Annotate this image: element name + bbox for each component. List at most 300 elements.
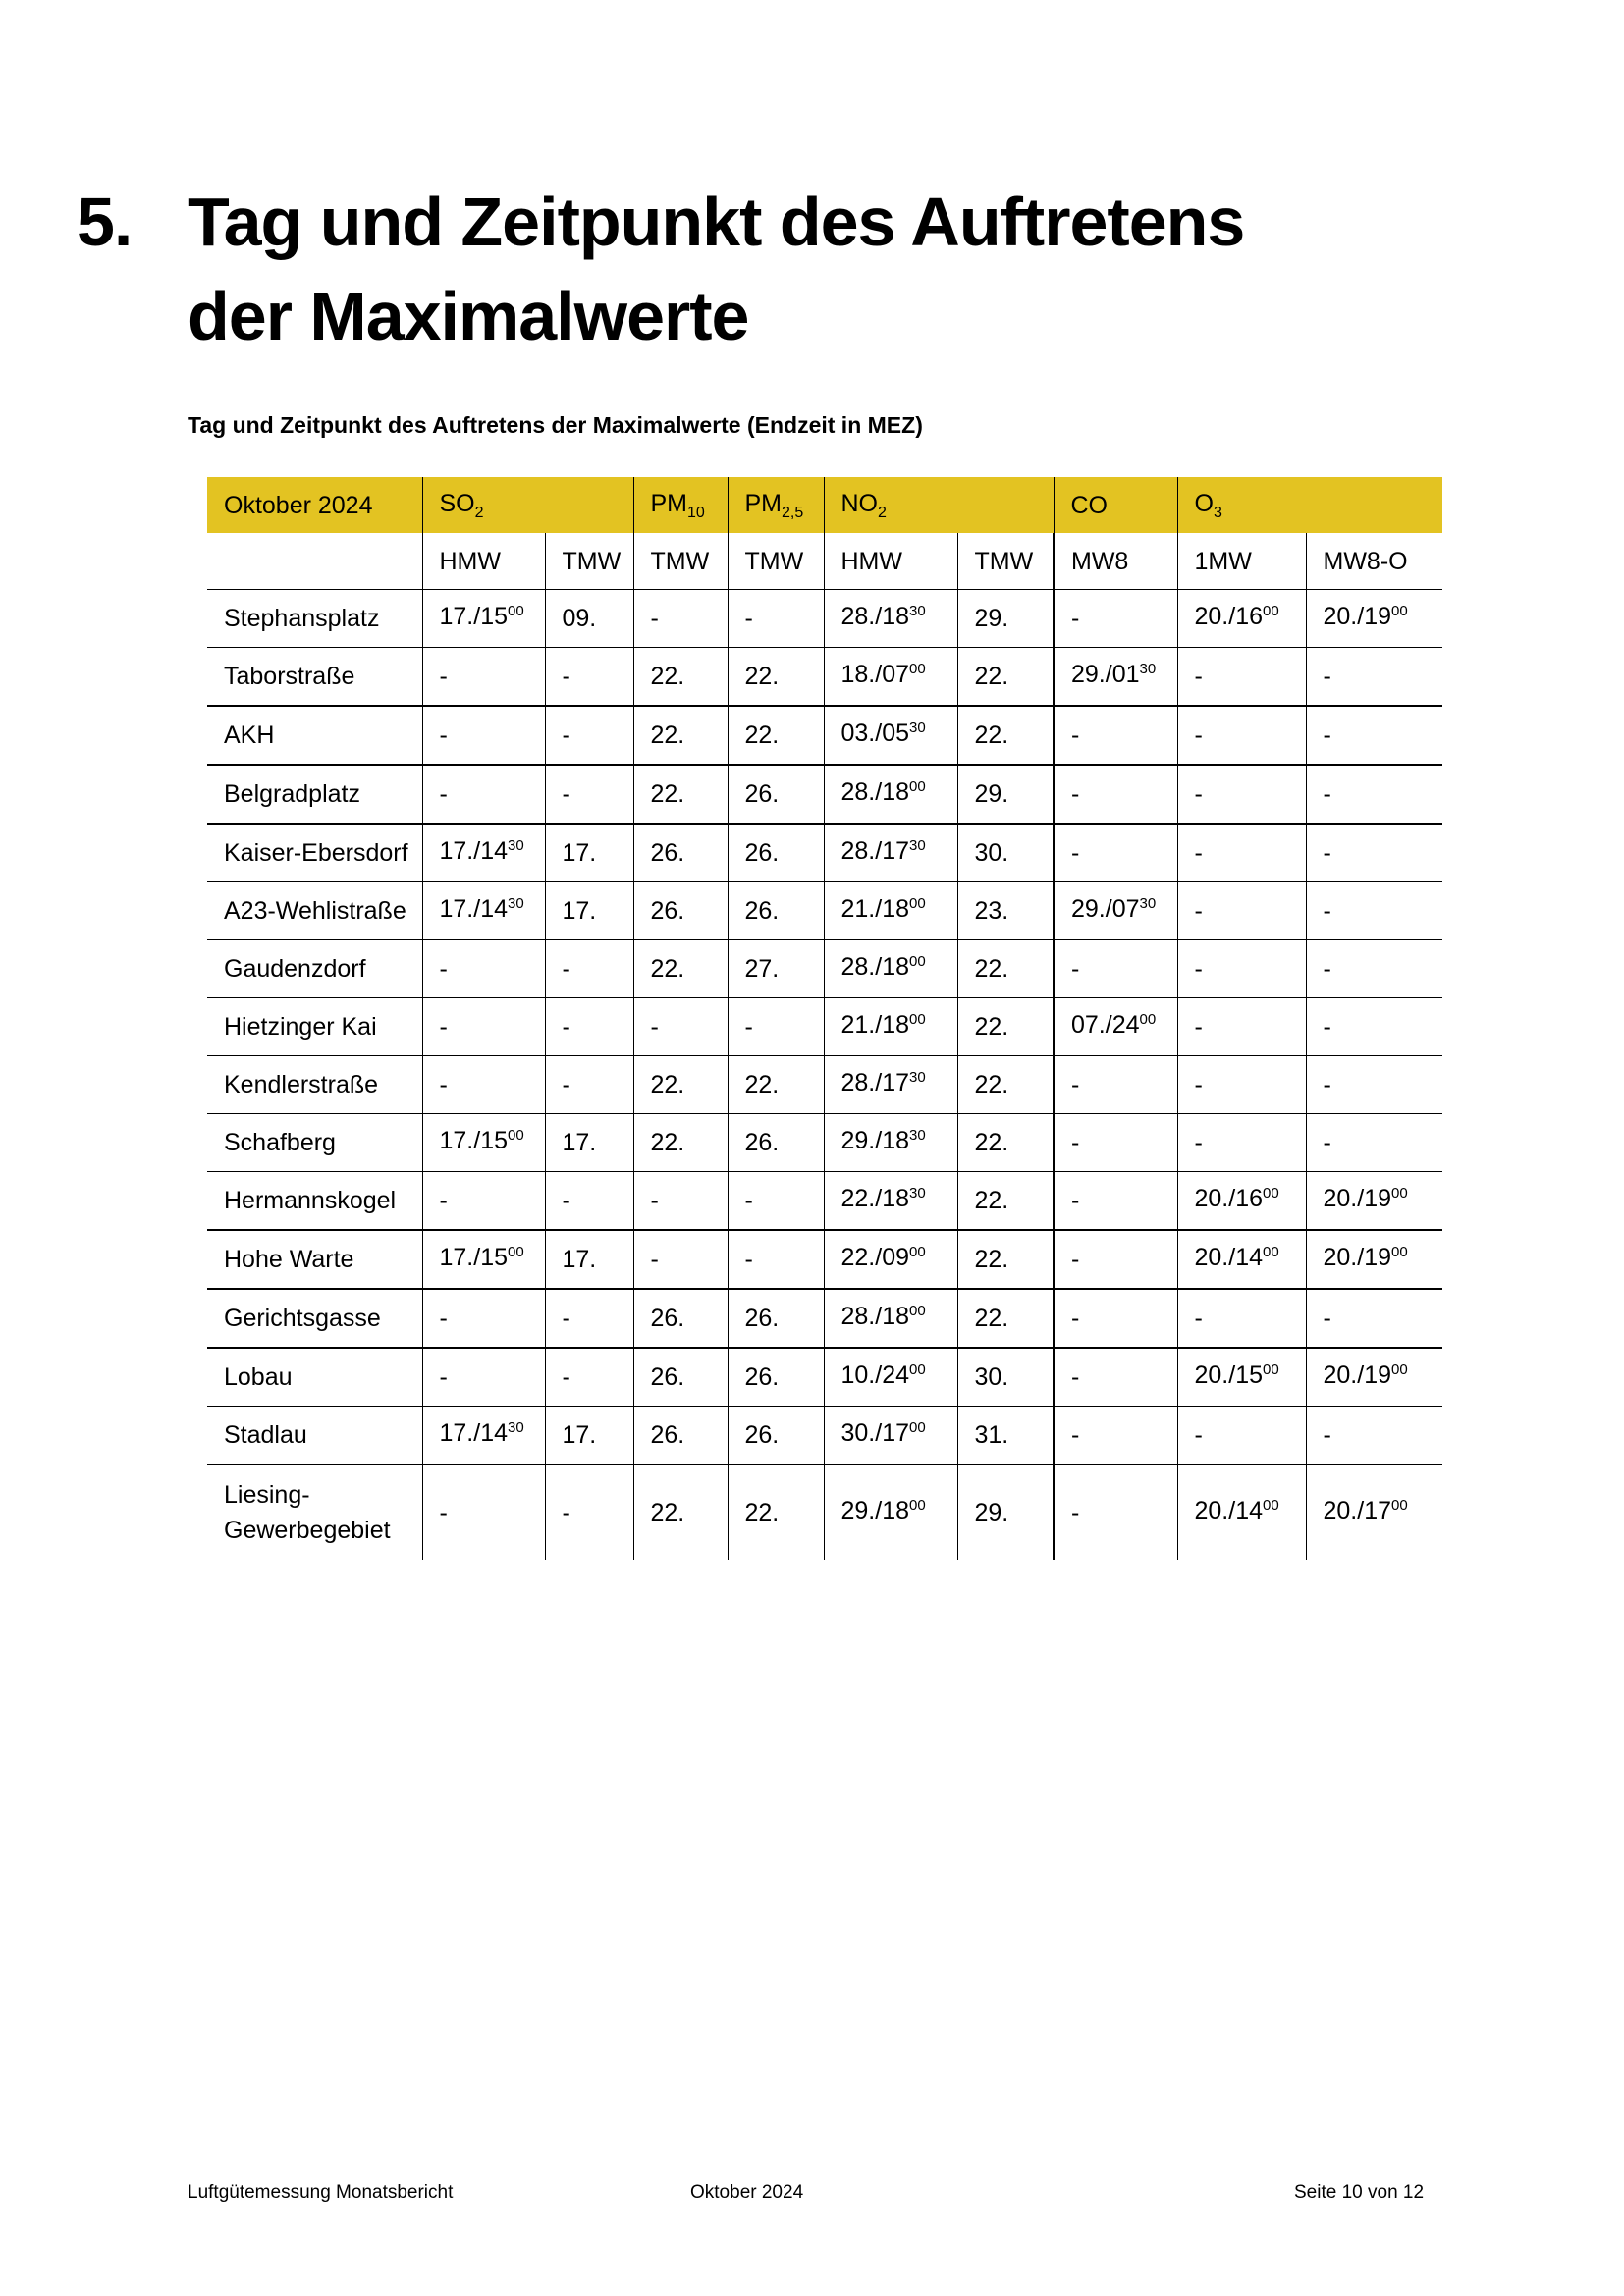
value-cell [1054, 1348, 1177, 1407]
value-day-hour: 26. [744, 897, 780, 925]
value-day-hour: - [1323, 897, 1331, 925]
metric-header: TMW [957, 533, 1054, 590]
value-day-hour: - [562, 1305, 570, 1332]
metric-header: MW8-O [1306, 533, 1442, 590]
value-day-hour: - [1323, 955, 1331, 983]
metric-header: TMW [633, 533, 728, 590]
value-cell [957, 648, 1054, 707]
value-day-hour: - [1071, 839, 1080, 867]
value-day-hour: 17./15 [439, 603, 509, 630]
value-day-hour: - [439, 955, 448, 983]
value-cell [1306, 882, 1442, 940]
value-day-hour: 20./16 [1194, 603, 1264, 630]
value-day-hour: 22. [974, 955, 1009, 983]
value-day-hour: 09. [562, 605, 597, 632]
value-cell [1306, 648, 1442, 707]
value-day-hour: - [744, 1187, 753, 1214]
value-cell [545, 1348, 633, 1407]
value-cell [957, 706, 1054, 765]
metric-header: TMW [545, 533, 633, 590]
station-name-line: Taborstraße [224, 663, 355, 690]
value-day-hour: - [562, 1071, 570, 1098]
station-name-line: AKH [224, 721, 275, 749]
station-name [207, 765, 422, 824]
station-name-line: Schafberg [224, 1129, 336, 1156]
pollutant-subscript: 2 [878, 504, 887, 521]
value-cell [633, 940, 728, 998]
value-cell [824, 882, 957, 940]
metric-header: HMW [824, 533, 957, 590]
table-row [207, 1407, 1442, 1465]
value-day-hour: - [650, 605, 659, 632]
value-cell [1054, 882, 1177, 940]
value-cell [633, 1114, 728, 1172]
value-day-hour: - [1194, 1071, 1203, 1098]
value-cell [728, 1230, 824, 1289]
value-day-hour: - [1323, 1421, 1331, 1449]
value-day-hour: - [1071, 1498, 1080, 1526]
value-cell [1306, 706, 1442, 765]
pollutant-header [422, 477, 633, 533]
value-cell [633, 706, 728, 765]
value-day-hour: - [1323, 1305, 1331, 1332]
value-cell [1177, 998, 1306, 1056]
value-day-hour: 22. [974, 1246, 1009, 1273]
value-minutes: 00 [1263, 1362, 1279, 1378]
value-cell [1054, 590, 1177, 648]
value-day-hour: 26. [744, 1305, 780, 1332]
station-name [207, 648, 422, 707]
pollutant-header [1177, 477, 1442, 533]
value-cell [728, 1465, 824, 1561]
value-day-hour: - [1194, 1013, 1203, 1041]
value-cell [1177, 824, 1306, 882]
value-minutes: 30 [909, 1185, 926, 1201]
value-cell [1306, 1465, 1442, 1561]
value-minutes: 00 [1391, 1244, 1408, 1260]
value-minutes: 00 [508, 603, 524, 619]
value-cell [957, 1348, 1054, 1407]
value-cell [545, 765, 633, 824]
value-cell [1306, 765, 1442, 824]
value-cell [1054, 1407, 1177, 1465]
value-minutes: 00 [909, 1419, 926, 1436]
value-cell [422, 1348, 545, 1407]
table-row [207, 882, 1442, 940]
value-day-hour: - [1194, 663, 1203, 690]
value-day-hour: - [562, 721, 570, 749]
value-day-hour: 22. [650, 955, 685, 983]
value-minutes: 00 [909, 778, 926, 795]
station-name-line: Stadlau [224, 1421, 307, 1449]
station-name-line: Gewerbegebiet [224, 1516, 391, 1544]
value-cell [824, 1465, 957, 1561]
value-day-hour: - [562, 1498, 570, 1526]
value-cell [422, 1465, 545, 1561]
station-name [207, 882, 422, 940]
value-cell [1306, 824, 1442, 882]
value-minutes: 00 [909, 895, 926, 912]
table-row [207, 1230, 1442, 1289]
value-day-hour: - [562, 955, 570, 983]
station-name-line: Gaudenzdorf [224, 955, 366, 983]
value-day-hour: - [1194, 1305, 1203, 1332]
value-day-hour: - [439, 663, 448, 690]
value-day-hour: - [650, 1187, 659, 1214]
period-label: Oktober 2024 [207, 477, 422, 533]
value-cell [728, 940, 824, 998]
value-cell [957, 998, 1054, 1056]
value-day-hour: 17./15 [439, 1127, 509, 1154]
value-cell [422, 1230, 545, 1289]
value-cell [957, 765, 1054, 824]
value-day-hour: 29. [974, 605, 1009, 632]
value-cell [728, 706, 824, 765]
value-cell [633, 590, 728, 648]
value-day-hour: 20./14 [1194, 1496, 1264, 1524]
value-cell [957, 1056, 1054, 1114]
value-day-hour: 26. [650, 839, 685, 867]
value-cell [545, 1230, 633, 1289]
value-minutes: 30 [1139, 661, 1157, 677]
value-day-hour: 26. [744, 839, 780, 867]
station-name [207, 1289, 422, 1348]
value-minutes: 00 [508, 1127, 524, 1144]
value-cell [422, 1172, 545, 1231]
value-minutes: 00 [1391, 1362, 1408, 1378]
value-cell [728, 882, 824, 940]
value-day-hour: 20./19 [1323, 1244, 1392, 1271]
value-cell [1177, 1056, 1306, 1114]
value-day-hour: - [439, 1013, 448, 1041]
value-day-hour: 29./18 [840, 1496, 910, 1524]
value-day-hour: 17./14 [439, 895, 509, 923]
value-day-hour: 22. [650, 1498, 685, 1526]
value-day-hour: - [1071, 1363, 1080, 1391]
value-cell [1177, 1348, 1306, 1407]
value-day-hour: - [1194, 721, 1203, 749]
value-minutes: 00 [909, 1244, 926, 1260]
metric-header: MW8 [1054, 533, 1177, 590]
value-day-hour: 22. [650, 780, 685, 808]
value-cell [422, 765, 545, 824]
value-day-hour: 29./01 [1071, 661, 1140, 688]
value-day-hour: 17./14 [439, 837, 509, 865]
section-number: 5. [77, 184, 133, 260]
value-cell [824, 824, 957, 882]
value-cell [1054, 1289, 1177, 1348]
value-cell [1177, 1172, 1306, 1231]
value-cell [422, 1407, 545, 1465]
value-day-hour: 17. [562, 839, 597, 867]
value-day-hour: 20./15 [1194, 1362, 1264, 1389]
value-day-hour: 28./17 [840, 837, 910, 865]
value-cell [824, 998, 957, 1056]
value-cell [545, 590, 633, 648]
value-day-hour: 23. [974, 897, 1009, 925]
pollutant-name: O [1194, 489, 1214, 517]
value-cell [633, 648, 728, 707]
value-cell [633, 1056, 728, 1114]
station-name [207, 1465, 422, 1561]
value-day-hour: 17. [562, 1246, 597, 1273]
value-day-hour: 22. [974, 1129, 1009, 1156]
station-name [207, 1114, 422, 1172]
value-day-hour: 26. [744, 1363, 780, 1391]
value-day-hour: 18./07 [840, 661, 910, 688]
value-minutes: 30 [909, 603, 926, 619]
value-cell [957, 1465, 1054, 1561]
value-cell [422, 940, 545, 998]
station-name [207, 824, 422, 882]
value-cell [728, 998, 824, 1056]
value-day-hour: 26. [650, 1421, 685, 1449]
value-day-hour: 22. [974, 1305, 1009, 1332]
pollutant-subscript: 2,5 [782, 504, 804, 521]
value-day-hour: - [439, 721, 448, 749]
value-cell [1306, 998, 1442, 1056]
value-day-hour: - [439, 780, 448, 808]
value-cell [824, 1289, 957, 1348]
value-cell [1177, 765, 1306, 824]
value-minutes: 30 [508, 895, 524, 912]
value-cell [422, 1056, 545, 1114]
value-cell [545, 882, 633, 940]
value-cell [545, 1172, 633, 1231]
value-day-hour: - [744, 605, 753, 632]
pollutant-header [633, 477, 728, 533]
value-cell [1306, 1289, 1442, 1348]
value-day-hour: - [1071, 1421, 1080, 1449]
metric-header: 1MW [1177, 533, 1306, 590]
value-cell [728, 1056, 824, 1114]
value-day-hour: - [1323, 1013, 1331, 1041]
value-cell [957, 824, 1054, 882]
value-cell [633, 1407, 728, 1465]
value-cell [824, 1407, 957, 1465]
value-cell [728, 590, 824, 648]
value-day-hour: - [562, 1363, 570, 1391]
value-minutes: 30 [909, 837, 926, 854]
value-minutes: 00 [909, 661, 926, 677]
station-name [207, 1172, 422, 1231]
table-row [207, 1465, 1442, 1561]
value-cell [824, 940, 957, 998]
table-row [207, 998, 1442, 1056]
station-name-line: Hohe Warte [224, 1246, 354, 1273]
max-values-table [207, 477, 1442, 1560]
value-day-hour: 22. [974, 1187, 1009, 1214]
value-day-hour: 26. [744, 780, 780, 808]
value-day-hour: 26. [650, 1363, 685, 1391]
value-day-hour: - [1194, 1129, 1203, 1156]
value-cell [633, 1289, 728, 1348]
value-day-hour: 17. [562, 1421, 597, 1449]
value-cell [422, 824, 545, 882]
value-day-hour: - [562, 663, 570, 690]
value-day-hour: - [1323, 1071, 1331, 1098]
table-row [207, 1348, 1442, 1407]
value-cell [728, 648, 824, 707]
value-minutes: 00 [1263, 1244, 1279, 1260]
value-day-hour: - [650, 1246, 659, 1273]
table-row [207, 940, 1442, 998]
value-cell [1054, 998, 1177, 1056]
station-name-line: Kendlerstraße [224, 1071, 379, 1098]
value-cell [957, 882, 1054, 940]
value-cell [957, 940, 1054, 998]
value-cell [728, 765, 824, 824]
value-minutes: 00 [909, 1011, 926, 1028]
value-day-hour: - [1194, 897, 1203, 925]
value-cell [1054, 1056, 1177, 1114]
value-cell [1177, 882, 1306, 940]
value-day-hour: - [1194, 839, 1203, 867]
station-name-line: Gerichtsgasse [224, 1305, 381, 1332]
value-cell [824, 590, 957, 648]
table-row [207, 1056, 1442, 1114]
value-day-hour: 26. [650, 1305, 685, 1332]
value-cell [824, 765, 957, 824]
value-minutes: 30 [508, 837, 524, 854]
value-cell [1177, 590, 1306, 648]
value-cell [1177, 1230, 1306, 1289]
value-cell [422, 706, 545, 765]
metric-header-row [207, 533, 1442, 590]
value-day-hour: 22./18 [840, 1185, 910, 1212]
table-row [207, 1289, 1442, 1348]
value-cell [1054, 1172, 1177, 1231]
value-cell [1306, 1348, 1442, 1407]
value-day-hour: 29. [974, 780, 1009, 808]
value-cell [1177, 1465, 1306, 1561]
value-minutes: 00 [1263, 1496, 1279, 1514]
value-day-hour: 28./18 [840, 778, 910, 806]
value-day-hour: 22. [974, 663, 1009, 690]
value-cell [1306, 1407, 1442, 1465]
value-cell [728, 1114, 824, 1172]
value-cell [1306, 1172, 1442, 1231]
footer-report-name: Luftgütemessung Monatsbericht [188, 2182, 454, 2203]
pollutant-subscript: 3 [1213, 504, 1222, 521]
value-cell [728, 1407, 824, 1465]
value-minutes: 00 [1391, 603, 1408, 619]
value-minutes: 30 [909, 1069, 926, 1086]
station-name [207, 590, 422, 648]
value-day-hour: - [1194, 1421, 1203, 1449]
pollutant-name: SO [439, 489, 475, 517]
value-minutes: 30 [909, 720, 926, 736]
value-day-hour: 17. [562, 897, 597, 925]
station-name-line: Kaiser-Ebersdorf [224, 839, 408, 867]
value-day-hour: 20./17 [1323, 1496, 1392, 1524]
station-name [207, 1348, 422, 1407]
value-day-hour: 17. [562, 1129, 597, 1156]
value-cell [957, 1407, 1054, 1465]
value-cell [545, 1114, 633, 1172]
table-row [207, 1114, 1442, 1172]
value-cell [728, 1348, 824, 1407]
value-cell [545, 940, 633, 998]
value-day-hour: 21./18 [840, 895, 910, 923]
value-cell [545, 1465, 633, 1561]
value-cell [1177, 940, 1306, 998]
value-minutes: 00 [909, 1362, 926, 1378]
table-row [207, 648, 1442, 707]
value-day-hour: 22./09 [840, 1244, 910, 1271]
value-day-hour: 20./14 [1194, 1244, 1264, 1271]
station-name-line: Hermannskogel [224, 1187, 397, 1214]
value-cell [422, 590, 545, 648]
value-cell [957, 1114, 1054, 1172]
value-minutes: 00 [1263, 1185, 1279, 1201]
value-day-hour: 28./18 [840, 603, 910, 630]
table-row [207, 765, 1442, 824]
value-day-hour: 22. [744, 721, 780, 749]
value-cell [957, 590, 1054, 648]
value-day-hour: 22. [974, 1013, 1009, 1041]
section-title: Tag und Zeitpunkt des Auftretens der Maximalwerte [188, 184, 1245, 354]
value-day-hour: 07./24 [1071, 1011, 1140, 1039]
station-name-line: A23-Wehlistraße [224, 897, 406, 925]
value-day-hour: - [1071, 955, 1080, 983]
value-minutes: 30 [508, 1419, 524, 1436]
value-cell [633, 998, 728, 1056]
value-day-hour: 29./18 [840, 1127, 910, 1154]
value-cell [633, 882, 728, 940]
value-day-hour: - [1071, 1305, 1080, 1332]
value-day-hour: - [1194, 780, 1203, 808]
value-cell [957, 1230, 1054, 1289]
value-day-hour: 10./24 [840, 1362, 910, 1389]
value-day-hour: 20./19 [1323, 1362, 1392, 1389]
value-cell [824, 648, 957, 707]
pollutant-name: CO [1070, 491, 1108, 519]
value-day-hour: - [439, 1187, 448, 1214]
value-cell [728, 824, 824, 882]
value-day-hour: - [1194, 955, 1203, 983]
value-day-hour: 22. [744, 1498, 780, 1526]
value-cell [1054, 940, 1177, 998]
value-day-hour: 17./15 [439, 1244, 509, 1271]
value-day-hour: 22. [650, 721, 685, 749]
station-name [207, 706, 422, 765]
value-day-hour: - [439, 1498, 448, 1526]
value-day-hour: 22. [650, 1129, 685, 1156]
value-cell [1054, 1230, 1177, 1289]
value-cell [1306, 1230, 1442, 1289]
value-day-hour: - [1071, 780, 1080, 808]
table-row [207, 824, 1442, 882]
value-day-hour: 22. [650, 1071, 685, 1098]
pollutant-subscript: 2 [474, 504, 484, 521]
value-day-hour: 30. [974, 1363, 1009, 1391]
station-name [207, 1407, 422, 1465]
value-cell [545, 706, 633, 765]
value-day-hour: - [1323, 721, 1331, 749]
value-cell [728, 1172, 824, 1231]
value-cell [1177, 1407, 1306, 1465]
value-cell [1054, 765, 1177, 824]
value-cell [422, 998, 545, 1056]
value-minutes: 30 [1139, 895, 1157, 912]
value-day-hour: 29./07 [1071, 895, 1140, 923]
value-minutes: 00 [1391, 1185, 1408, 1201]
value-day-hour: - [562, 1187, 570, 1214]
value-day-hour: 20./16 [1194, 1185, 1264, 1212]
station-name-line: Lobau [224, 1363, 293, 1391]
value-day-hour: - [1071, 1246, 1080, 1273]
